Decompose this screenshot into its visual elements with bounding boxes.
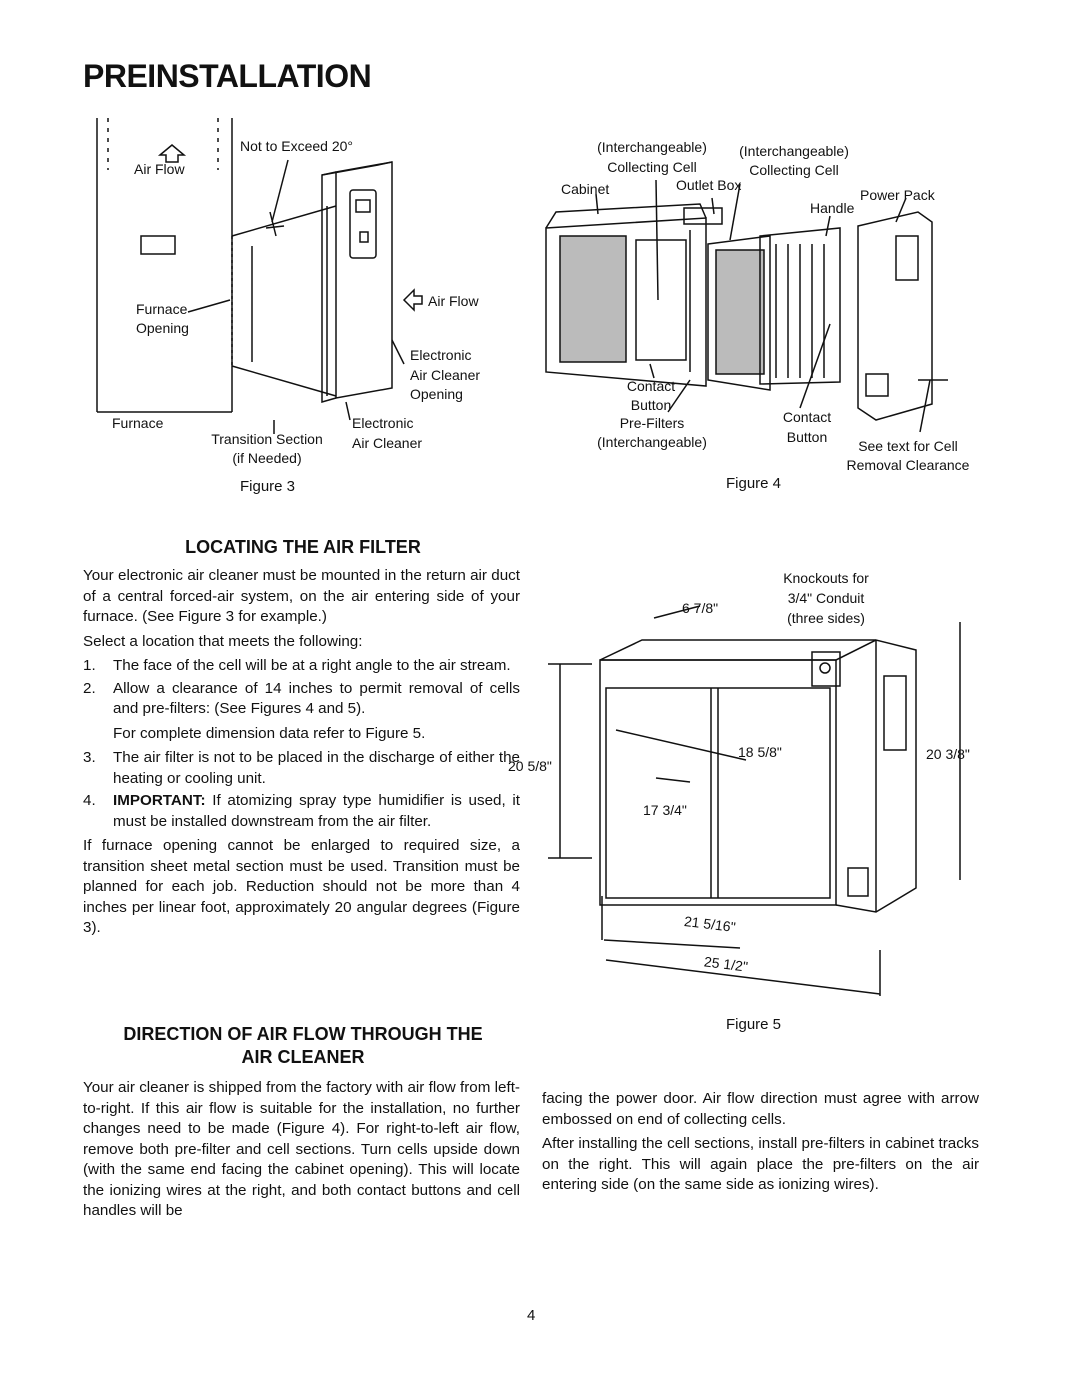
fig4-contact-button-1a: Contact bbox=[626, 378, 676, 394]
fig5-knockouts-a: Knockouts for bbox=[783, 570, 869, 586]
locating-heading: LOCATING THE AIR FILTER bbox=[185, 537, 421, 557]
list-item-text: The air filter is not to be placed in the discharge of either the heating or cooling unit. bbox=[113, 749, 520, 787]
direction-paragraph-right-1: facing the power door. Air flow direction must agree with arrow embossed on end of collecting cells. bbox=[542, 1090, 979, 1128]
fig5-knockouts-c: (three sides) bbox=[787, 610, 865, 626]
important-label: IMPORTANT: bbox=[113, 792, 206, 809]
list-item-number: 4. bbox=[83, 792, 96, 809]
fig4-power-pack-label: Power Pack bbox=[860, 187, 935, 203]
fig5-dim-18-5-8: 18 5/8" bbox=[738, 744, 782, 760]
fig5-dim-25-1-2: 25 1/2" bbox=[703, 953, 749, 975]
fig4-interch-cell-2b: Collecting Cell bbox=[749, 162, 839, 178]
list-item-text: The face of the cell will be at a right angle to the air stream. bbox=[113, 657, 511, 674]
fig5-dim-21-5-16: 21 5/16" bbox=[683, 912, 737, 936]
fig4-outlet-box-label: Outlet Box bbox=[676, 177, 742, 193]
locating-intro: Your electronic air cleaner must be mounted in the return air duct of a central forced-air system, on the air entering side of your furnace. (See Figure 3 for example.) bbox=[83, 567, 520, 625]
fig5-dim-17-3-4: 17 3/4" bbox=[643, 802, 687, 818]
page-number: 4 bbox=[527, 1307, 536, 1324]
figure-4-caption: Figure 4 bbox=[726, 475, 782, 492]
fig4-prefilters-b: (Interchangeable) bbox=[597, 434, 707, 450]
fig4-prefilters-a: Pre-Filters bbox=[619, 415, 685, 431]
fig4-handle-label: Handle bbox=[810, 200, 855, 216]
list-item-text: If atomizing spray type humidifier is used, it must be installed downstream from the air filter. bbox=[113, 792, 520, 830]
list-item-text: Allow a clearance of 14 inches to permit removal of cells and pre-filters: (See Figures 4 and 5). bbox=[113, 679, 520, 717]
fig5-dim-6-7-8: 6 7/8" bbox=[682, 600, 719, 616]
direction-heading-line-1: DIRECTION OF AIR FLOW THROUGH THE bbox=[123, 1024, 483, 1044]
fig3-transition-label-2: (if Needed) bbox=[232, 450, 302, 466]
dimension-note: For complete dimension data refer to Figure 5. bbox=[113, 724, 426, 742]
fig4-cabinet-label: Cabinet bbox=[561, 181, 610, 197]
fig4-see-text-b: Removal Clearance bbox=[846, 457, 970, 473]
fig3-furnace-opening-label-2: Opening bbox=[136, 320, 189, 336]
list-item-number: 2. bbox=[83, 679, 96, 697]
fig3-eac-opening-label-2: Air Cleaner bbox=[410, 367, 481, 383]
fig4-contact-button-2b: Button bbox=[786, 429, 828, 445]
fig3-furnace-opening-label-1: Furnace bbox=[136, 301, 188, 317]
fig3-eac-label-2: Air Cleaner bbox=[352, 435, 423, 451]
fig3-air-flow-top-label: Air Flow bbox=[134, 161, 185, 177]
fig5-dim-20-5-8: 20 5/8" bbox=[508, 758, 552, 774]
figure-3-caption: Figure 3 bbox=[240, 478, 296, 495]
fig4-see-text-a: See text for Cell bbox=[858, 438, 958, 454]
fig3-eac-label-1: Electronic bbox=[352, 415, 414, 431]
direction-heading bbox=[83, 1023, 523, 1069]
list-item-number: 1. bbox=[83, 657, 96, 674]
fig4-interch-cell-2a: (Interchangeable) bbox=[739, 143, 849, 159]
fig5-knockouts-b: 3/4" Conduit bbox=[787, 590, 865, 606]
fig3-transition-label-1: Transition Section bbox=[211, 431, 323, 447]
direction-right-column bbox=[542, 1089, 979, 1200]
fig4-contact-button-2a: Contact bbox=[782, 409, 832, 425]
fig4-interch-cell-1b: Collecting Cell bbox=[607, 159, 697, 175]
list-item-number: 3. bbox=[83, 749, 96, 766]
figure-5-caption: Figure 5 bbox=[726, 1016, 782, 1033]
fig3-eac-opening-label-3: Opening bbox=[410, 386, 463, 402]
direction-left-column bbox=[83, 1078, 520, 1226]
transition-paragraph: If furnace opening cannot be enlarged to required size, a transition sheet metal section must be used. Transition must be planned for each job. Reduction should not be more than 4 inches per linear foot, approximately 20 angular degrees (Figure 3). bbox=[83, 837, 520, 936]
fig3-not-exceed-label: Not to Exceed 20° bbox=[240, 138, 353, 154]
locating-select: Select a location that meets the following: bbox=[83, 632, 363, 650]
fig4-interch-cell-1a: (Interchangeable) bbox=[597, 139, 707, 155]
direction-paragraph-right-2: After installing the cell sections, install pre-filters in cabinet tracks on the right. This will again place the pre-filters on the air entering side (on the same side as ionizing wires). bbox=[542, 1135, 979, 1193]
fig5-dim-20-3-8: 20 3/8" bbox=[926, 746, 970, 762]
direction-paragraph-left: Your air cleaner is shipped from the factory with air flow from left-to-right. If this air flow is suitable for the installation, no further changes need to be made (Figure 4). For right-to-left air flow, remove both pre-filter and cell sections. Turn cells upside down (with the same end facing the cabinet opening). This will locate the ionizing wires at the right, and both contact buttons and cell handles will be bbox=[83, 1079, 520, 1219]
page-title: PREINSTALLATION bbox=[83, 58, 372, 94]
fig3-eac-opening-label-1: Electronic bbox=[410, 347, 472, 363]
direction-heading-line-2: AIR CLEANER bbox=[241, 1047, 365, 1067]
fig3-air-flow-right-label: Air Flow bbox=[428, 293, 479, 309]
fig3-furnace-label: Furnace bbox=[112, 415, 164, 431]
fig4-contact-button-1b: Button bbox=[630, 397, 672, 413]
